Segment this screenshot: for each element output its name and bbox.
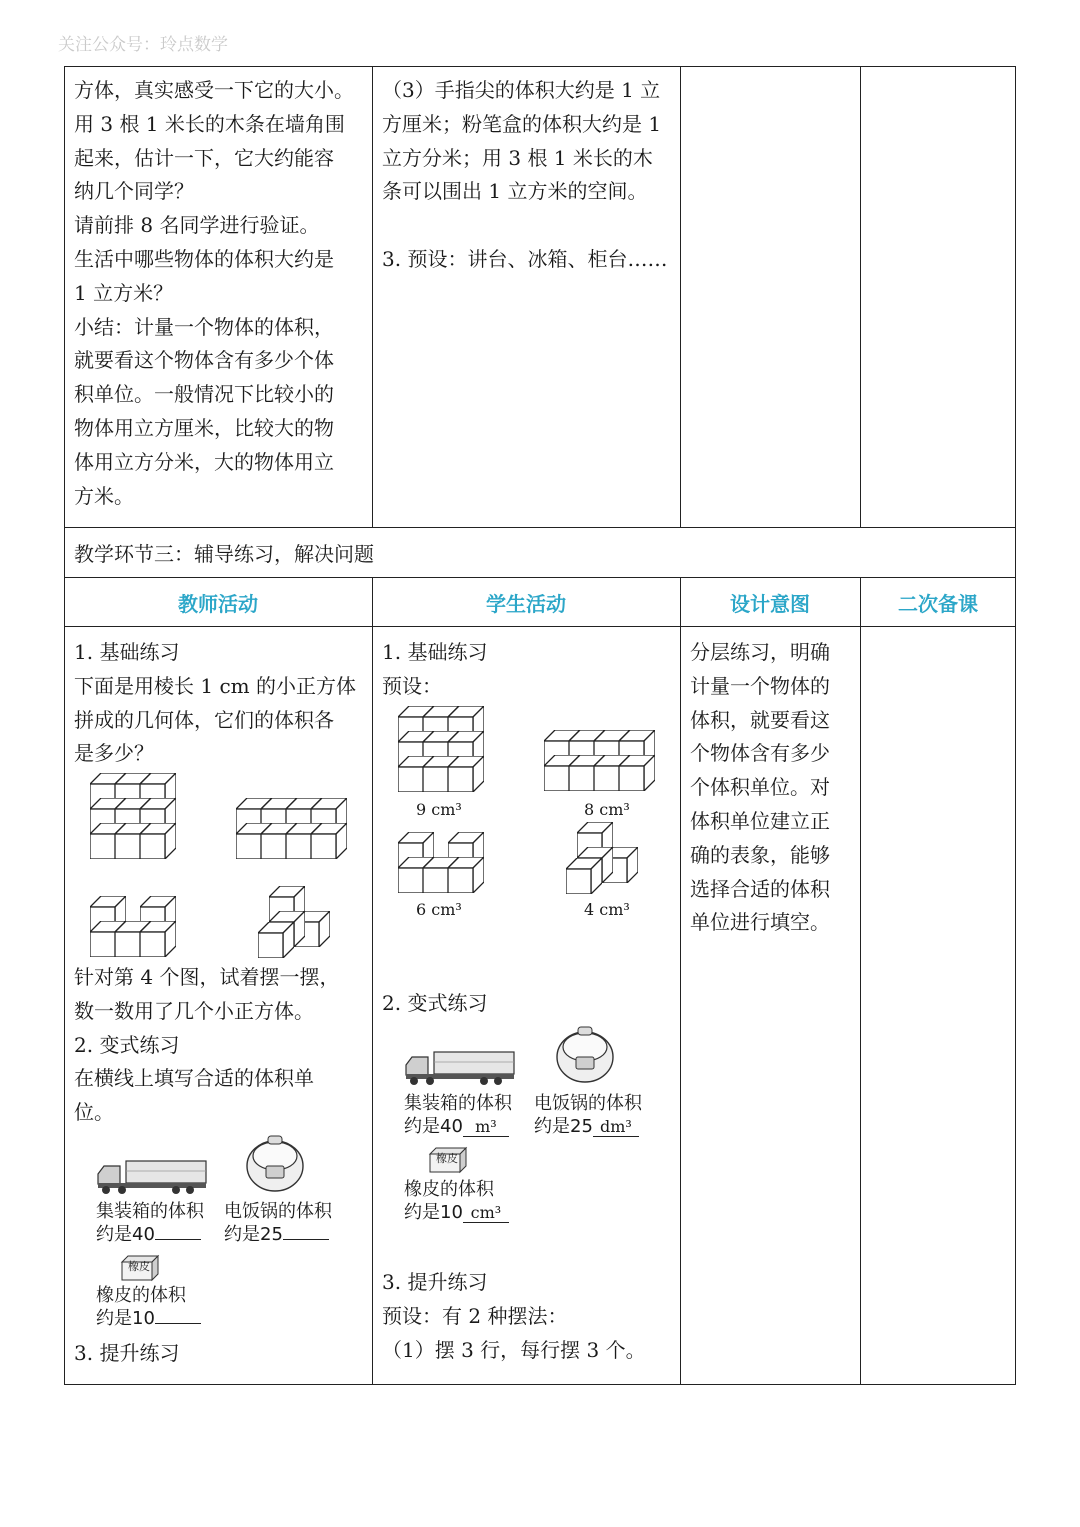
student-eraser-label: 橡皮 [436,1152,458,1165]
student-eraser-unit: cm³ [463,1204,509,1223]
rice-cooker-icon [244,1130,306,1194]
student-cooker-unit: dm³ [593,1118,639,1137]
top-student-text: （3）手指尖的体积大约是 1 立 方厘米；粉笔盒的体积大约是 1 立方分米；用 3 根 1 米长的木 条可以围出 1 立方米的空间。 3. 预设：讲台、冰箱、柜台…… [382,78,668,271]
teacher-advance-title: 3. 提升练习 [74,1341,180,1365]
header-student-activity: 学生活动 [486,592,566,616]
teacher-eraser-caption: 橡皮的体积 约是10 [96,1284,201,1330]
student-container-caption: 集装箱的体积 约是40 m³ [404,1093,512,1137]
header-teacher-activity: 教师活动 [178,592,258,616]
answer-8: 8 cm³ [584,800,630,819]
container-truck-icon [96,1158,208,1196]
student-rice-cooker-icon [554,1021,616,1085]
student-variant-title: 2. 变式练习 [382,991,488,1015]
cube-figure-4 [258,886,330,960]
teacher-container-caption: 集装箱的体积 约是40 [96,1201,204,1245]
cube-figure-6 [90,896,186,960]
student-eraser-caption: 橡皮的体积 约是10 cm³ [404,1178,509,1224]
header-second-prep: 二次备课 [898,592,978,616]
student-cooker-caption: 电饭锅的体积 约是25 dm³ [534,1093,642,1137]
student-basic-text: 1. 基础练习 预设： [382,640,488,698]
teacher-eraser-label: 橡皮 [128,1260,150,1273]
cube-figure-9 [90,773,180,863]
answer-6: 6 cm³ [416,900,462,919]
container-unit-blank[interactable] [155,1239,201,1240]
watermark: 关注公众号：玲点数学 [58,35,228,55]
lesson-plan-table [64,66,1016,1385]
student-cube-figure-9 [398,706,488,796]
teacher-cooker-caption: 电饭锅的体积 约是25 [224,1201,332,1245]
eraser-unit-blank[interactable] [155,1323,201,1324]
student-container-unit: m³ [463,1118,509,1137]
cube-figure-8 [236,798,350,862]
answer-4: 4 cm³ [584,900,630,919]
student-container-truck-icon [404,1049,516,1087]
student-advance-text: 3. 提升练习 预设：有 2 种摆法： （1）摆 3 行，每行摆 3 个。 [382,1270,646,1362]
teacher-basic-text: 1. 基础练习 下面是用棱长 1 cm 的小正方体 拼成的几何体，它们的体积各 是多少？ [74,640,356,766]
student-cube-figure-8 [544,730,658,794]
answer-9: 9 cm³ [416,800,462,819]
section-title: 教学环节三：辅导练习，解决问题 [74,542,374,566]
student-cube-figure-4 [566,822,638,896]
student-cube-figure-6 [398,832,494,896]
top-teacher-text: 方体，真实感受一下它的大小。 用 3 根 1 米长的木条在墙角围 起来，估计一下，它大约能容 纳几个同学？ 请前排 8 名同学进行验证。 生活中哪些物体的体积大约是 1 立方米？ 小结：计量一个物体的体积， 就要看这个物体含有多少个体 积单位。一般情况下比较小的 物体用立方厘米，比较大的物 体用立方分米，大的物体用立 方米。 [74,78,354,508]
design-intent-text: 分层练习，明确 计量一个物体的 体积，就要看这 个物体含有多少 个体积单位。对 体积单位建立正 确的表象，能够 选择合适的体积 单位进行填空。 [690,640,830,935]
header-design-intent: 设计意图 [730,592,810,616]
cooker-unit-blank[interactable] [283,1239,329,1240]
teacher-variant-text: 针对第 4 个图，试着摆一摆， 数一数用了几个小正方体。 2. 变式练习 在横线上填写合适的体积单 位。 [74,965,340,1125]
